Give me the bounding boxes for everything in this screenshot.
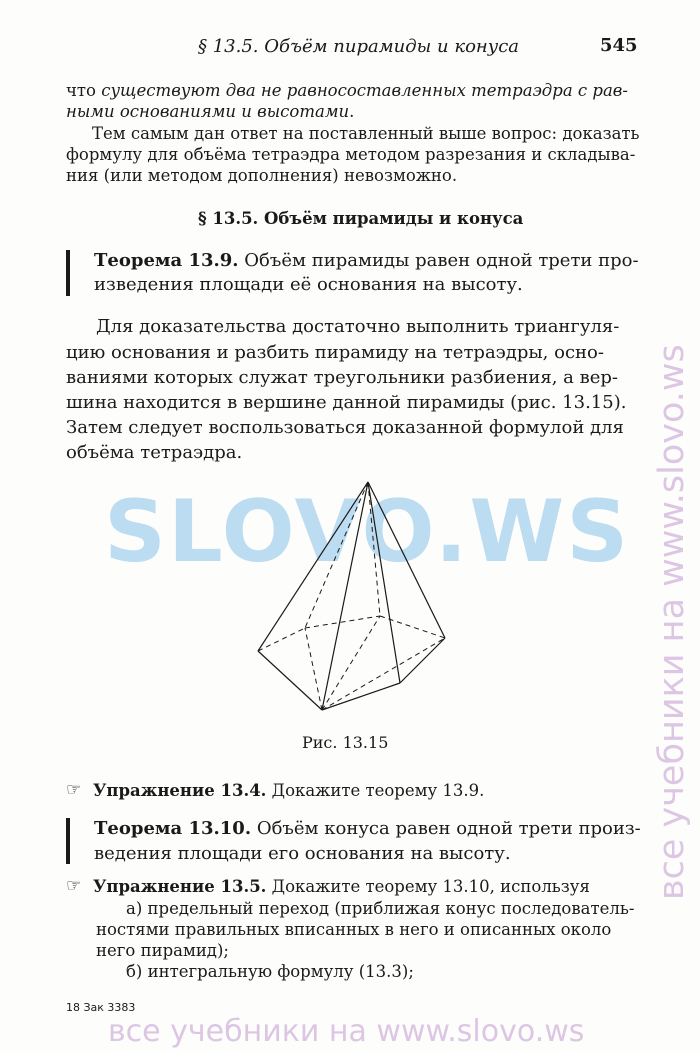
pointing-hand-icon: ☞ — [66, 876, 82, 896]
intro-line-2-suffix: . — [349, 102, 355, 121]
exercise-2-label: Упражнение 13.5. — [93, 877, 267, 896]
exercise-1-line — [93, 783, 484, 800]
page-number: 545 — [600, 35, 638, 56]
edge-apex-right — [368, 482, 445, 638]
watermark-side: все учебники на www.slovo.ws — [652, 344, 692, 900]
intro-line-2-italic: ными основаниями и высотами — [66, 102, 350, 121]
intro-line-1-prefix: что — [66, 81, 102, 100]
proof-line-2: цию основания и разбить пирамиду на тетраэдры, осно- — [66, 342, 604, 363]
theorem-2-label: Теорема 13.10. — [94, 818, 252, 839]
proof-line-3: ваниями которых служат треугольники разбиения, а вер- — [66, 367, 618, 388]
theorem-2-marker-bar — [66, 818, 70, 864]
edge-apex-front-left — [322, 482, 368, 710]
proof-line-5: Затем следует воспользоваться доказанной формулой для — [66, 417, 624, 438]
intro-line-3: Тем самым дан ответ на поставленный выше вопрос: доказать — [92, 124, 640, 143]
intro-line-5: ния (или методом дополнения) невозможно. — [66, 166, 458, 185]
exercise-2-text: Докажите теорему 13.10, используя — [266, 877, 590, 896]
intro-line-4: формулу для объёма тетраэдра методом разрезания и складыва- — [66, 145, 636, 164]
pyramid-figure — [250, 476, 460, 716]
exercise-2-item-a-line-3: него пирамид); — [96, 941, 229, 960]
exercise-2-item-a-line-1: а) предельный переход (приближая конус последователь- — [126, 899, 635, 918]
theorem-1-line-1 — [94, 252, 639, 270]
proof-line-6: объёма тетраэдра. — [66, 442, 243, 463]
watermark-center: SLOVO.WS — [104, 482, 631, 582]
hidden-edge-apex-back-left — [305, 482, 368, 628]
proof-line-4: шина находится в вершине данной пирамиды (рис. 13.15). — [66, 392, 627, 413]
exercise-2-item-a-line-2: ностями правильных вписанных в него и описанных около — [96, 920, 612, 939]
figure-caption: Рис. 13.15 — [302, 733, 389, 752]
theorem-2-line-2: ведения площади его основания на высоту. — [94, 843, 511, 864]
hidden-diagonal-2 — [322, 616, 380, 710]
theorem-1-text-1: Объём пирамиды равен одной трети про- — [238, 250, 639, 271]
watermark-bottom: все учебники на www.slovo.ws — [108, 1014, 585, 1049]
exercise-2-item-b: б) интегральную формулу (13.3); — [126, 962, 414, 981]
proof-line-1: Для доказательства достаточно выполнить триангуля- — [96, 316, 620, 337]
exercise-2-line — [93, 879, 590, 896]
intro-line-1 — [66, 83, 628, 100]
theorem-1-label: Теорема 13.9. — [94, 250, 239, 271]
hidden-diagonal-1 — [305, 628, 322, 710]
base-edge-left-front — [258, 651, 322, 710]
theorem-2-line-1 — [94, 820, 641, 838]
hidden-base-edge-back — [305, 616, 380, 628]
intro-line-2 — [66, 104, 354, 121]
theorem-1-marker-bar — [66, 250, 70, 296]
running-header-title: § 13.5. Объём пирамиды и конуса — [198, 36, 520, 57]
exercise-1-text: Докажите теорему 13.9. — [266, 781, 485, 800]
theorem-2-text-1: Объём конуса равен одной трети произ- — [251, 818, 641, 839]
base-edge-front-right — [400, 638, 445, 683]
edge-apex-front-right — [368, 482, 400, 683]
hidden-diagonal-3 — [322, 638, 445, 710]
print-footnote: 18 Зак 3383 — [66, 1001, 136, 1014]
exercise-1-label: Упражнение 13.4. — [93, 781, 267, 800]
section-heading: § 13.5. Объём пирамиды и конуса — [198, 209, 524, 228]
pointing-hand-icon: ☞ — [66, 780, 82, 800]
theorem-1-line-2: изведения площади её основания на высоту. — [94, 274, 523, 295]
intro-line-1-italic: существуют два не равносоставленных тетраэдра с рав- — [101, 81, 628, 100]
